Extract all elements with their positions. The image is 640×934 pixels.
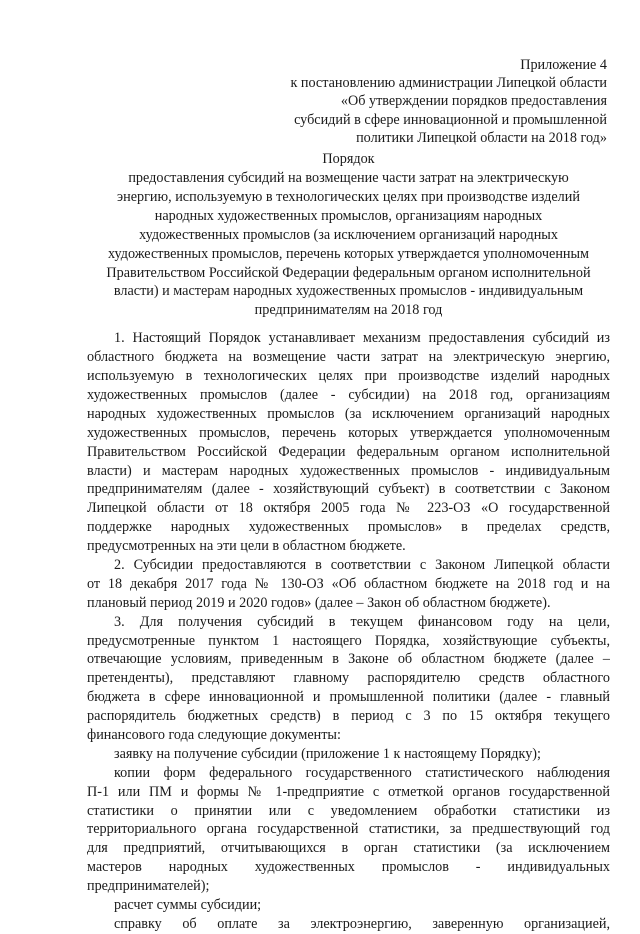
body-line: распорядитель бюджетных средств) в период с 3 по 15 октября текущего: [87, 708, 610, 725]
subtitle-line: Правительством Российской Федерации федеральным органом исполнительной: [106, 264, 591, 281]
document-subtitle: [87, 169, 610, 320]
subtitle-line: энергию, используемую в технологических целях при производстве изделий: [117, 188, 580, 205]
body-line: поддержке народных художественных промыслов» в пределах средств,: [87, 519, 610, 536]
document-body: [87, 329, 610, 934]
appendix-header: [87, 56, 610, 147]
document-title: Порядок: [322, 151, 375, 168]
body-line: от 18 декабря 2017 года № 130-ОЗ «Об областном бюджете на 2018 год и на: [87, 575, 610, 592]
body-line: справку об оплате за электроэнергию, заверенную организацией,: [114, 915, 610, 932]
body-line: мастеров народных художественных промыслов - индивидуальных: [87, 859, 610, 876]
body-line: предпринимателям (далее - хозяйствующий субъект) в соответствии с Законом: [87, 481, 610, 498]
body-line: предусмотренных на эти цели в областном бюджете.: [87, 538, 406, 555]
body-line: отвечающие условиям, приведенным в Законе об областном бюджете (далее –: [87, 651, 610, 668]
body-line: власти) и мастерам народных художественных промыслов - индивидуальным: [87, 462, 610, 479]
appendix-line: к постановлению администрации Липецкой области: [290, 75, 607, 92]
body-line: 1. Настоящий Порядок устанавливает механизм предоставления субсидий из: [114, 330, 610, 347]
body-line: статистики о принятии или с уведомлением обработки статистики из: [87, 802, 610, 819]
subtitle-line: народных художественных промыслов, организациям народных: [154, 207, 543, 224]
body-line: территориального органа государственной статистики, за предшествующий год: [87, 821, 610, 838]
body-line: для предприятий, отчитывающихся в орган статистики (за исключением: [87, 840, 610, 857]
body-line: 3. Для получения субсидий в текущем финансовом году на цели,: [114, 613, 610, 630]
appendix-line: политики Липецкой области на 2018 год»: [356, 129, 607, 146]
subtitle-line: предпринимателям на 2018 год: [254, 302, 443, 319]
body-line: используемую в технологических целях при производстве изделий народных: [87, 368, 610, 385]
subtitle-line: художественных промыслов (за исключением организаций народных: [139, 226, 558, 243]
body-line: предусмотренные пунктом 1 настоящего Порядка, хозяйствующие субъекты,: [87, 632, 610, 649]
body-line: предпринимателей);: [87, 878, 210, 895]
appendix-line: Приложение 4: [520, 57, 607, 73]
body-line: претенденты), представляют главному распорядителю средств областного: [87, 670, 610, 687]
subtitle-line: власти) и мастерам народных художественных промыслов - индивидуальным: [113, 283, 584, 300]
subtitle-line: художественных промыслов, перечень которых утверждается уполномоченным: [107, 245, 590, 262]
body-line: Правительством Российской Федерации федеральным органом исполнительной: [87, 443, 610, 460]
body-line: Липецкой области от 18 октября 2005 года № 223-ОЗ «О государственной: [87, 500, 610, 517]
body-line: П-1 или ПМ и формы № 1-предприятие с отметкой органов государственной: [87, 783, 610, 800]
body-line: художественных промыслов, перечень которых утверждается уполномоченным: [87, 424, 610, 441]
body-line: 2. Субсидии предоставляются в соответствии с Законом Липецкой области: [114, 556, 610, 573]
body-line: расчет суммы субсидии;: [114, 897, 262, 914]
body-line: народных художественных промыслов (за исключением организаций народных: [87, 405, 610, 422]
body-line: копии форм федерального государственного статистического наблюдения: [114, 764, 610, 781]
body-line: плановый период 2019 и 2020 годов» (далее – Закон об областном бюджете).: [87, 594, 551, 611]
body-line: бюджета в сфере инновационной и промышленной политики (далее - главный: [87, 689, 610, 706]
body-line: финансового года следующие документы:: [87, 727, 341, 743]
appendix-line: «Об утверждении порядков предоставления: [340, 93, 607, 110]
appendix-line: субсидий в сфере инновационной и промышленной: [294, 111, 607, 128]
body-line: областного бюджета на возмещение части затрат на электрическую энергию,: [87, 349, 610, 366]
subtitle-line: предоставления субсидий на возмещение части затрат на электрическую: [128, 170, 569, 187]
body-line: художественных промыслов (далее - субсидии) на 2018 год, организациям: [87, 386, 610, 403]
body-line: заявку на получение субсидии (приложение 1 к настоящему Порядку);: [114, 745, 541, 762]
